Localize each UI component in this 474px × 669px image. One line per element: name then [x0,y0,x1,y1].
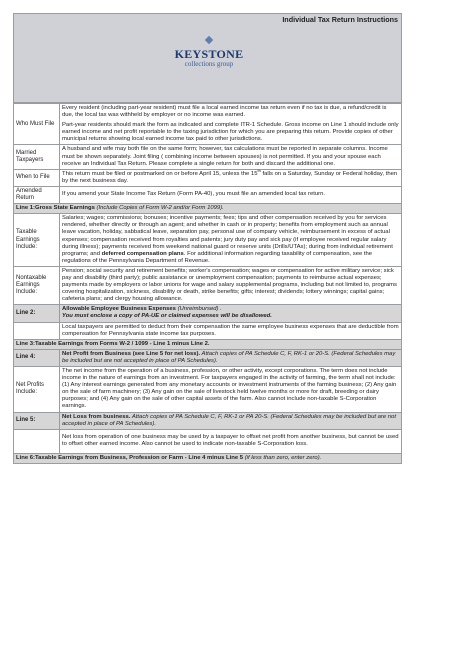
label-who-must-file: Who Must File [14,104,60,145]
line-2-title: Allowable Employee Business Expenses [62,306,176,313]
line-5-label: Line 5: [14,412,60,429]
when-to-file-sup: th [257,167,261,173]
nontaxable-earnings-text: Pension; social security and retirement benefits; worker's compensation; wages or compensation for active military service; sick pay and disability (third party); public assistance or unemployment compensation; payments to reimburse actual expenses; payments made by employers or labor unions for wage and salary supplemental programs, including but not limited to, programs covering hospitalization, sickness, disability or death, strike benefits; gifts; interest; dividends; lottery winnings; capital gains; cafeteria plans; and clergy housing allowance. [60,266,402,304]
net-profits-text: The net income from the operation of a business, profession, or other activity, except corporations. The term does not include income in the nature of earnings from an investment. For taxpayers engaged in the activity of farming, the term shall not include: (1) Any interest earnings generated from any monetary accounts or investment instruments of the farming business; (2) Any gain on the sale of farm machinery; (3) Any gain on the sale of livestock held twelve months or more for draft, breeding or dairy purposes; and (4) Any gain on the sale of other capital assets of the farm. Also cannot include non-taxable S-Corporation earnings. [60,367,402,413]
married-taxpayers-text: A husband and wife may both file on the same form; however, tax calculations must be reported in separate columns. Income must be shown separately. Joint filing ( combining income between spouses) is not permitted. If you and your spouse each receive an Individual Tax Return. Please complete a single return for both and discard the additional one. [60,145,402,169]
line-5-heading [60,412,402,429]
who-must-file-text-1: Every resident (including part-year resident) must file a local earned income tax return even if no tax is due, a refund/credit is due, the local tax was withheld by employer or no income was earned. [62,105,387,119]
logo-tagline: collections group [184,60,234,68]
amended-return-text: If you amend your State Income Tax Return (Form PA-40), you must file an amended local tax return. [60,186,402,203]
line-2-warning: You must enclose a copy of PA-UE or claimed expenses will be disallowed. [62,313,272,320]
row-who-must-file [14,104,402,145]
line-2-empty-label [14,322,60,339]
line-4-note: Attach copies of PA Schedule C, F, RK-1 or 20-S. (Federal Schedules may be included but are not accepted in place of PA Schedules). [62,350,396,364]
when-to-file-text [60,169,402,186]
net-loss-empty-label [14,429,60,453]
label-married-taxpayers: Married Taxpayers [14,145,60,169]
line-4-label: Line 4: [14,349,60,366]
label-nontaxable-earnings: Nontaxable Earnings Include: [14,266,60,304]
row-net-loss [14,429,402,453]
line-1-note: (Include Copies of Form W-2 and/or Form 1099). [94,205,224,212]
row-taxable-earnings [14,214,402,267]
line-5-title: Net Loss from business. [62,413,131,420]
row-line-2 [14,305,402,322]
taxable-text-bold: deferred compensation plans [101,250,184,257]
when-to-file-text-a: This return must be filed or postmarked on or before April 15, unless the 15 [62,170,258,177]
line-3-heading: Line 3:Taxable Earnings from Forms W-2 / 1099 - Line 1 minus Line 2. [14,339,402,349]
row-line-2-body [14,322,402,339]
row-amended-return [14,186,402,203]
line-2-title-note: (Unreimbursed) . [175,306,222,313]
line-6-title: Line 6:Taxable Earnings from Business, Profession or Farm - Line 4 minus Line 5 [16,454,244,461]
document-page [13,13,402,464]
logo-name: KEYSTONE [174,47,244,61]
line-2-heading [60,305,402,322]
row-nontaxable-earnings [14,266,402,304]
row-line-3 [14,339,402,349]
line-6-note: (if less than zero, enter zero). [243,454,322,461]
taxable-text-b: . For additional information regarding taxability of compensation, see the regulations of the Pennsylvania Department of Revenue. [62,250,373,264]
document-header [13,13,402,103]
row-when-to-file [14,169,402,186]
taxable-text-a: Salaries; wages; commissions; bonuses; incentive payments; fees; tips and other compensation received by you for services rendered, whether directly or through an agent; and whether in cash or in property; benefits from employment such as annual leave vacation, holiday, sabbatical leave, separation pay, personal use of company vehicle, reimbursement in excess of actual expenses; compensation received from royalties and patents; jury duty pay and sick pay (if employee received regular salary during illness); payments received from weekend national guard or reserve units (Drills/UTAs); during from individual retirement programs; and [62,215,393,257]
line-2-text: Local taxpayers are permitted to deduct from their compensation the same employee business expenses that are deductible from compensation for Pennsylvania state income tax purposes. [60,322,402,339]
line-1-heading [14,204,402,214]
label-taxable-earnings: Taxable Earnings Include: [14,214,60,267]
taxable-earnings-text [60,214,402,267]
label-amended-return: Amended Return [14,186,60,203]
line-4-title: Net Profit from Business (see Line 5 for net loss). [62,350,201,357]
net-loss-text: Net loss from operation of one business may be used by a taxpayer to offset net profit from another business, but cannot be used to offset other earned income. Also cannot be used to indicate non-taxable S-Corporation loss. [60,429,402,453]
cell-who-must-file [60,104,402,145]
line-4-heading [60,349,402,366]
line-6-heading [14,453,402,463]
line-5-note: Attach copies of PA Schedule C, F, RK-1 or PA 20-S. (Federal Schedules may be included but are not accepted in place of PA Schedules). [62,413,396,427]
row-line-6 [14,453,402,463]
line-2-label: Line 2: [14,305,60,322]
logo-mark-icon [204,36,214,46]
who-must-file-text-2: Part-year residents should mark the form as indicated and complete ITR-1 Schedule. Gross income on Line 1 should include only earned income and net profit reportable to the taxing jurisdiction for which you are preparing this return. Provide copies of other municipal returns showing local earned income tax paid to other jurisdictions. [62,122,399,143]
document-title: Individual Tax Return Instructions [282,15,398,24]
row-line-1 [14,204,402,214]
when-to-file-text-b: falls on a Saturday, Sunday or Federal holiday, then by the next business day. [62,170,398,184]
row-net-profits [14,367,402,413]
keystone-logo [169,36,249,68]
line-1-title: Line 1:Gross State Earnings [16,205,95,212]
label-when-to-file: When to File [14,169,60,186]
label-net-profits: Net Profits Include: [14,367,60,413]
instructions-table [13,103,402,464]
row-line-4 [14,349,402,366]
row-line-5 [14,412,402,429]
row-married-taxpayers [14,145,402,169]
